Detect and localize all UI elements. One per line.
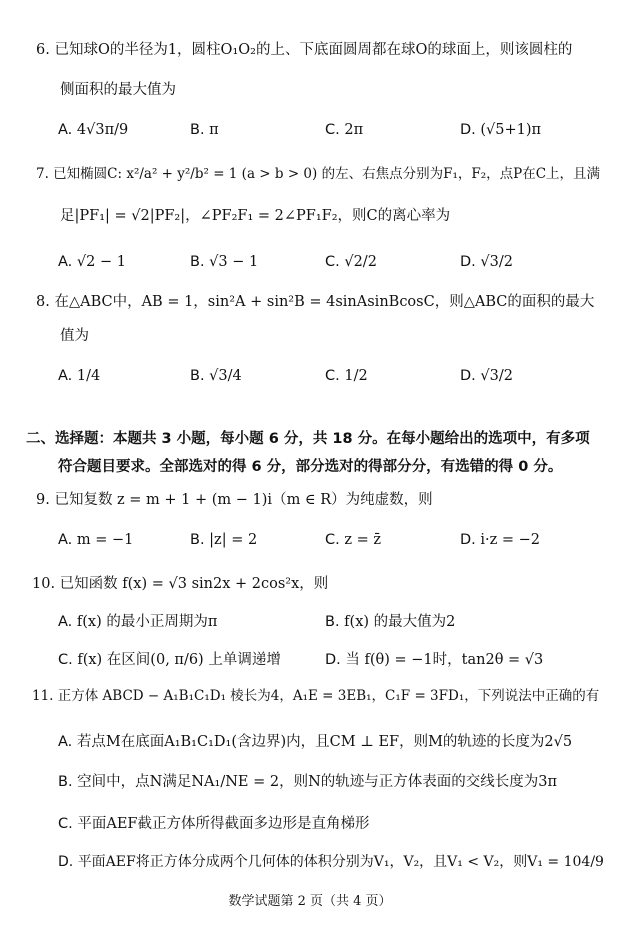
q10-option-c: C. f(x) 在区间(0, π/6) 上单调递增 — [58, 652, 281, 668]
q8-option-c: C. 1/2 — [325, 368, 368, 384]
q9-option-c: C. z = z̄ — [325, 532, 381, 548]
q6-stem-line1: 6. 已知球O的半径为1，圆柱O₁O₂的上、下底面圆周都在球O的球面上，则该圆柱的 — [36, 42, 573, 58]
q10-option-d: D. 当 f(θ) = −1时，tan2θ = √3 — [325, 652, 544, 668]
q9-stem: 9. 已知复数 z = m + 1 + (m − 1)i（m ∈ R）为纯虚数，则 — [36, 492, 433, 508]
q10-option-b: B. f(x) 的最大值为2 — [325, 614, 456, 630]
q9-option-b: B. |z| = 2 — [190, 532, 258, 548]
q9-option-a: A. m = −1 — [58, 532, 134, 548]
q6-option-b: B. π — [190, 122, 219, 138]
q11-option-a: A. 若点M在底面A₁B₁C₁D₁(含边界)内，且CM ⊥ EF，则M的轨迹的长度为2√5 — [58, 734, 573, 750]
q7-stem-line1: 7. 已知椭圆C: x²/a² + y²/b² = 1 (a > b > 0) 的左、右焦点分别为F₁，F₂，点P在C上，且满 — [36, 166, 601, 182]
q11-stem: 11. 正方体 ABCD − A₁B₁C₁D₁ 棱长为4，A₁E = 3EB₁，C₁F = 3FD₁，下列说法中正确的有 — [32, 688, 600, 704]
q7-option-b: B. √3 − 1 — [190, 254, 259, 270]
q7-stem-line2: 足|PF₁| = √2|PF₂|，∠PF₂F₁ = 2∠PF₁F₂，则C的离心率为 — [60, 208, 451, 224]
q10-stem: 10. 已知函数 f(x) = √3 sin2x + 2cos²x，则 — [32, 576, 329, 592]
q11-option-c: C. 平面AEF截正方体所得截面多边形是直角梯形 — [58, 816, 370, 832]
section2-heading-line2: 符合题目要求。全部选对的得 6 分，部分选对的得部分分，有选错的得 0 分。 — [58, 459, 563, 475]
q6-stem-line2: 侧面积的最大值为 — [60, 82, 176, 98]
q8-stem-line2: 值为 — [60, 328, 89, 344]
q7-option-c: C. √2/2 — [325, 254, 377, 270]
q9-option-d: D. i·z = −2 — [460, 532, 541, 548]
page-footer: 数学试题第 2 页（共 4 页） — [228, 894, 392, 909]
q6-option-a: A. 4√3π/9 — [58, 122, 129, 138]
q6-option-d: D. (√5+1)π — [460, 122, 542, 138]
q10-option-a: A. f(x) 的最小正周期为π — [58, 614, 218, 630]
q6-option-c: C. 2π — [325, 122, 364, 138]
q7-option-a: A. √2 − 1 — [58, 254, 126, 270]
q8-option-b: B. √3/4 — [190, 368, 242, 384]
q8-stem-line1: 8. 在△ABC中，AB = 1，sin²A + sin²B = 4sinAsinBcosC，则△ABC的面积的最大 — [36, 294, 595, 310]
q11-option-d: D. 平面AEF将正方体分成两个几何体的体积分别为V₁，V₂，且V₁ < V₂，则V₁ = 104/9 — [58, 854, 604, 870]
q7-option-d: D. √3/2 — [460, 254, 513, 270]
q11-option-b: B. 空间中，点N满足NA₁/NE = 2，则N的轨迹与正方体表面的交线长度为3π — [58, 774, 558, 790]
section2-heading: 二、选择题：本题共 3 小题，每小题 6 分，共 18 分。在每小题给出的选项中，有多项 — [26, 431, 590, 447]
q8-option-a: A. 1/4 — [58, 368, 101, 384]
q8-option-d: D. √3/2 — [460, 368, 513, 384]
